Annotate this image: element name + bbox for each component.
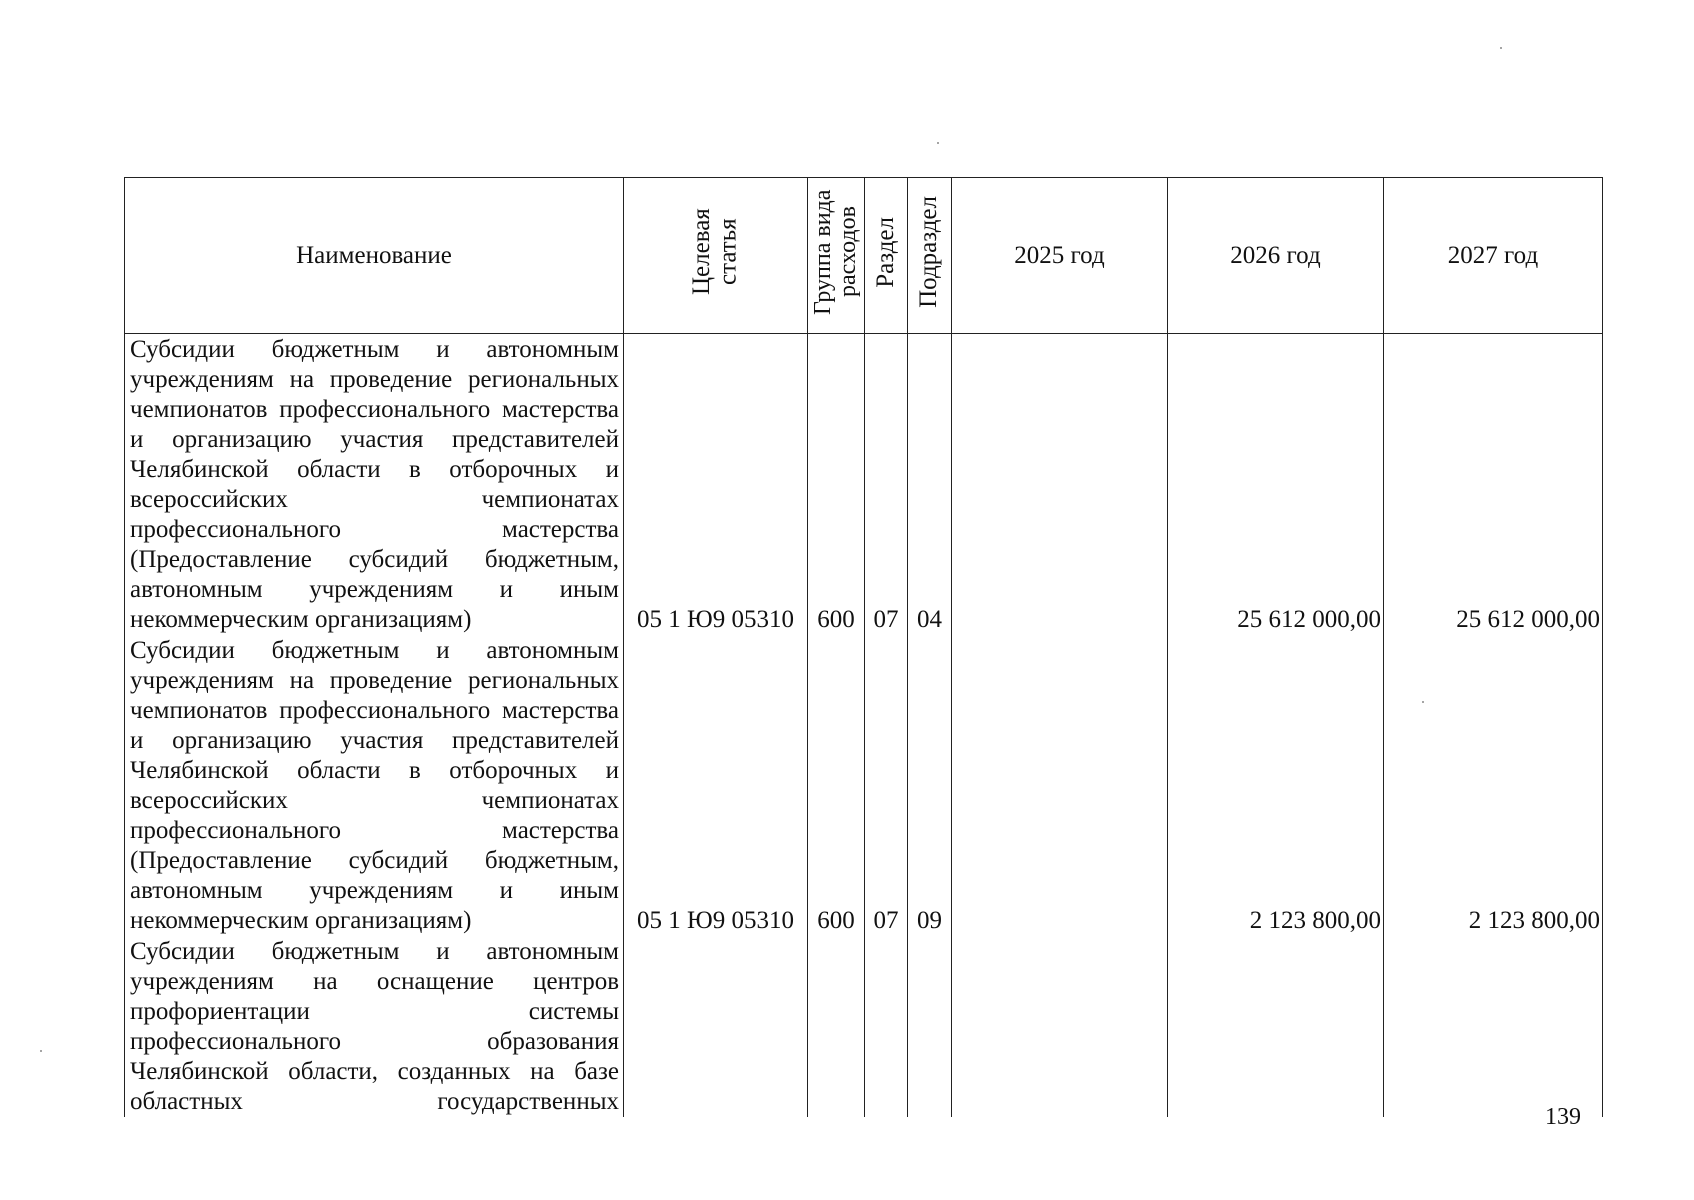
row-2025 (952, 936, 1168, 1117)
scan-speck (40, 1050, 42, 1052)
row-2027: 25 612 000,00 (1384, 334, 1603, 636)
row-section (865, 936, 908, 1117)
header-2026: 2026 год (1168, 178, 1384, 334)
budget-table-container (124, 177, 1600, 1115)
header-section: Раздел (865, 178, 908, 334)
row-name: Субсидии бюджетным и автономным учреждениям на проведение региональных чемпионатов профессионального мастерства и организацию участия представителей Челябинской области в отборочных и всероссийских чемпионатах профессионального мастерства (Предоставление субсидий бюджетным, автономным учреждениям и иным некоммерческим организациям) (125, 635, 624, 936)
header-2025: 2025 год (952, 178, 1168, 334)
row-2025 (952, 635, 1168, 936)
budget-table (124, 177, 1603, 1117)
row-2027 (1384, 936, 1603, 1117)
scan-speck (1500, 47, 1502, 49)
row-expense-group: 600 (808, 635, 865, 936)
row-section: 07 (865, 334, 908, 636)
row-target-article (624, 936, 808, 1117)
row-2026 (1168, 936, 1384, 1117)
row-2026: 25 612 000,00 (1168, 334, 1384, 636)
row-section: 07 (865, 635, 908, 936)
header-2027: 2027 год (1384, 178, 1603, 334)
row-subsection: 04 (908, 334, 952, 636)
table-row (125, 334, 1603, 636)
row-2027: 2 123 800,00 (1384, 635, 1603, 936)
table-row (125, 635, 1603, 936)
row-target-article: 05 1 Ю9 05310 (624, 635, 808, 936)
row-2025 (952, 334, 1168, 636)
row-name: Субсидии бюджетным и автономным учреждениям на оснащение центров профориентации системы профессионального образования Челябинской области, созданных на базе областных государственных (125, 936, 624, 1117)
row-target-article: 05 1 Ю9 05310 (624, 334, 808, 636)
row-subsection: 09 (908, 635, 952, 936)
scan-speck (937, 142, 939, 144)
row-name: Субсидии бюджетным и автономным учреждениям на проведение региональных чемпионатов профессионального мастерства и организацию участия представителей Челябинской области в отборочных и всероссийских чемпионатах профессионального мастерства (Предоставление субсидий бюджетным, автономным учреждениям и иным некоммерческим организациям) (125, 334, 624, 636)
row-expense-group: 600 (808, 334, 865, 636)
page-number: 139 (1545, 1104, 1581, 1130)
row-expense-group (808, 936, 865, 1117)
header-target-article: Целевая статья (624, 178, 808, 334)
header-subsection: Подраздел (908, 178, 952, 334)
scan-speck (1422, 701, 1424, 703)
table-row (125, 936, 1603, 1117)
header-name: Наименование (125, 178, 624, 334)
header-row (125, 178, 1603, 334)
row-subsection (908, 936, 952, 1117)
row-2026: 2 123 800,00 (1168, 635, 1384, 936)
header-expense-group: Группа вида расходов (808, 178, 865, 334)
